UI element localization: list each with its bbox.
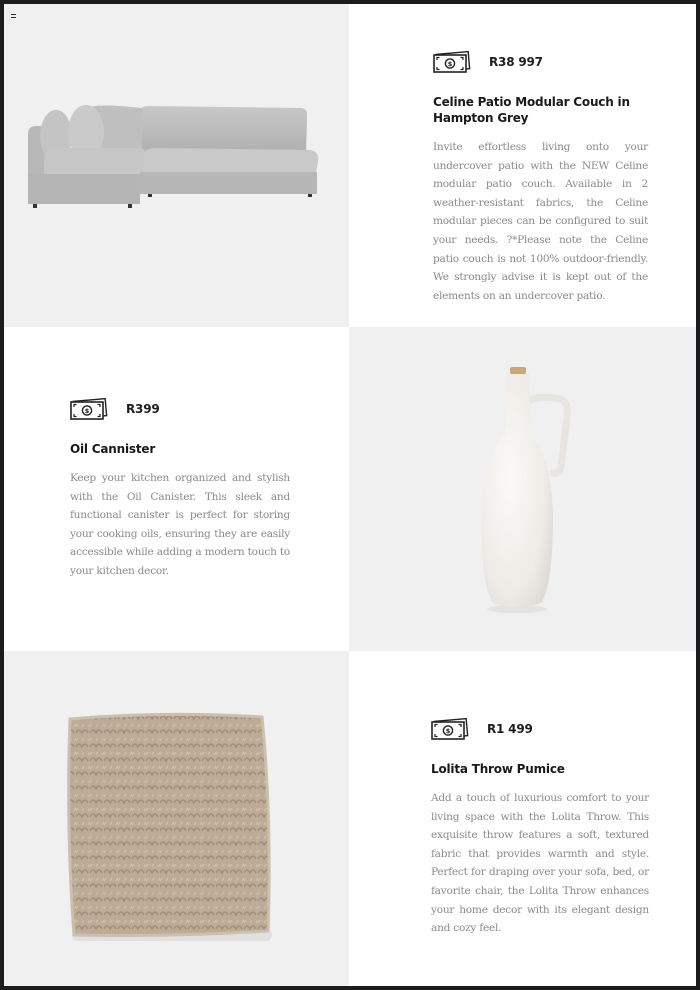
cash-icon: [431, 717, 469, 741]
cash-icon: [70, 397, 108, 421]
oil-bottle-image: [469, 365, 579, 615]
product-card: [70, 395, 290, 581]
product-description: Invite effortless living onto your undercover patio with the NEW Celine modular patio couch. Available in 2 weather-resistant fabrics, the Celine modular pieces can be configured to suit your needs. ?*Please note the Celine patio couch is not 100% outdoor-friendly. We strongly advise it is kept out of the elements on an undercover patio.: [433, 141, 648, 302]
couch-image: [20, 96, 320, 214]
price-row: [70, 395, 290, 423]
product-title: Celine Patio Modular Couch in Hampton Grey: [433, 95, 630, 125]
cash-icon: [433, 50, 471, 74]
product-image-panel-oil-cannister: [349, 327, 696, 651]
product-info-panel-oil-cannister: [4, 327, 349, 651]
product-image-panel-couch: [4, 4, 349, 327]
product-info-panel-couch: [349, 4, 696, 327]
throw-blanket-image: [62, 709, 277, 944]
svg-text:$: $: [445, 727, 451, 735]
product-description: Add a touch of luxurious comfort to your living space with the Lolita Throw. This exquisite throw features a soft, textured fabric that provides warmth and style. Perfect for draping over your sofa, bed, or favorite chair, the Lolita Throw enhances your home decor with its elegant design and cozy feel.: [431, 792, 649, 935]
product-image-panel-throw: [4, 651, 349, 986]
svg-text:$: $: [447, 60, 453, 68]
price-row: [431, 715, 649, 743]
product-card: [431, 715, 649, 938]
menu-icon[interactable]: [11, 14, 17, 20]
product-price: R399: [126, 402, 160, 416]
product-title: Lolita Throw Pumice: [431, 762, 565, 776]
product-description: Keep your kitchen organized and stylish with the Oil Canister. This sleek and functional canister is perfect for storing your cooking oils, ensuring they are easily accessible while adding a modern touch to your kitchen decor.: [70, 472, 290, 577]
svg-text:$: $: [84, 407, 90, 415]
product-price: R38 997: [489, 55, 543, 69]
product-card: [433, 48, 648, 305]
product-info-panel-throw: [349, 651, 696, 986]
price-row: [433, 48, 648, 76]
catalogue-page: [4, 4, 696, 986]
product-title: Oil Cannister: [70, 442, 156, 456]
product-price: R1 499: [487, 722, 533, 736]
